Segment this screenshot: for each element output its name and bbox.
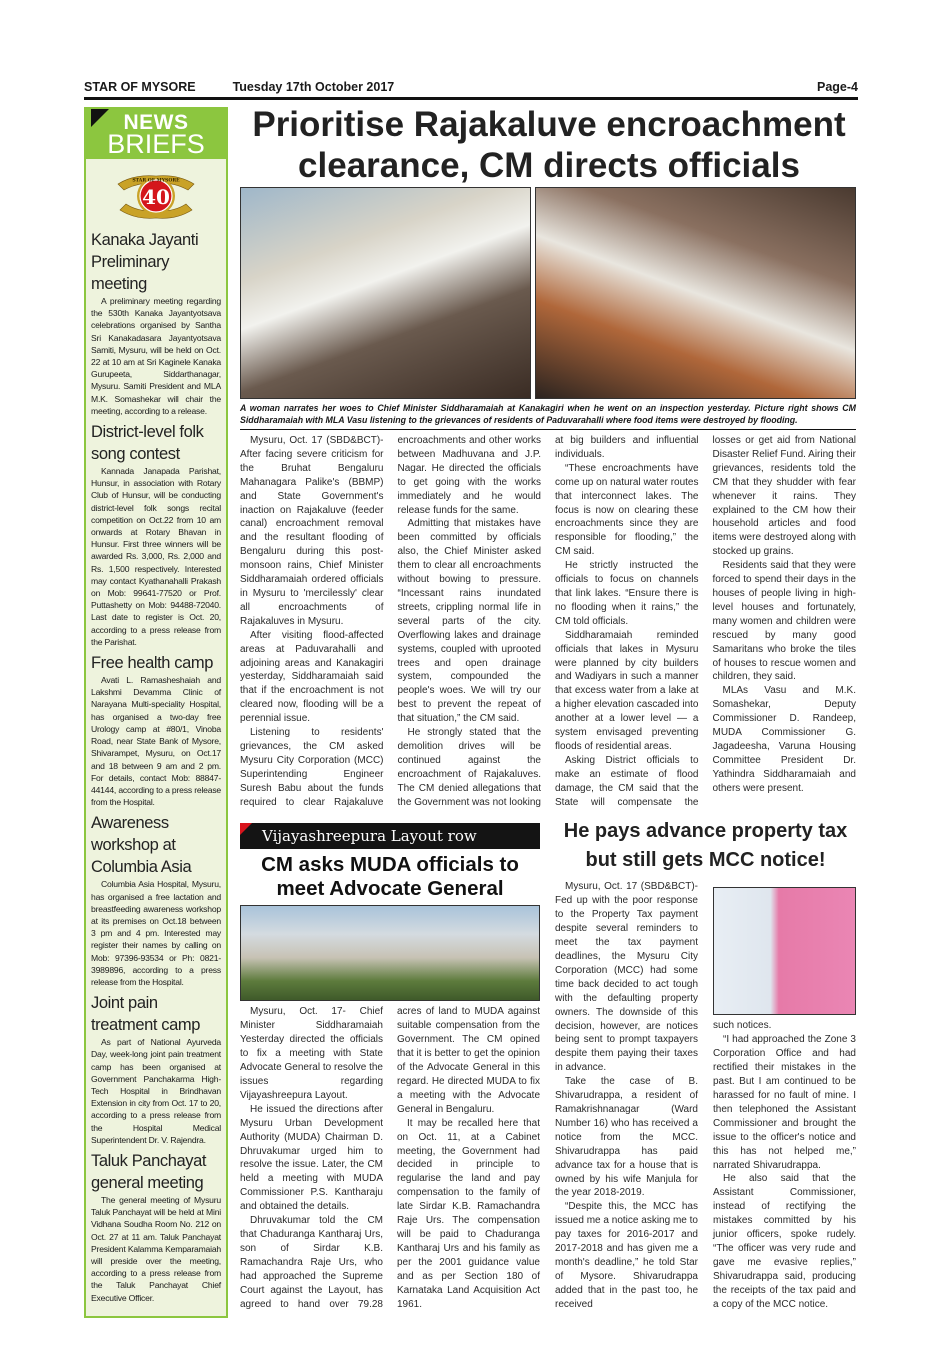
page-grid — [84, 107, 858, 1318]
article-paragraph: Mysuru, Oct. 17 (SBD&BCT)- After facing severe criticism for the Bruhat Bengaluru Mahanagara Palike's (BBMP) and State Government's inaction on Rajakaluve (feeder canal) encroachment removal and the resultant flooding of Bengaluru during this post-monsoon rains, Chief Minister Siddharamaiah ordered officials in Mysuru to 'mercilessly' clear all encroachments of Rajakaluves in Mysuru. — [240, 435, 384, 627]
mcc-headline: He pays advance property tax but still gets MCC notice! — [563, 820, 848, 872]
brief-heading: District-level folk song contest — [91, 423, 204, 464]
brief-body: Kannada Janapada Parishat, Hunsur, in association with Rotary Club of Hunsur, will be conducting district-level folk songs recital competition on Oct.22 from 10 am onwards at Rotary Bhavan in Hunsur. First three winners will be awarded Rs. 3,000, Rs. 2,000 and Rs. 1,500 respectively. Interested may contact Kyathanahalli Prakash on Mob: 99641-77520 or Prof. Puttashetty on Mob: 94488-72040. Last date to register is Oct. 20, according to a press release from the Parishat. — [91, 466, 221, 647]
svg-text:40: 40 — [142, 185, 170, 209]
muda-article-body — [240, 1005, 540, 1311]
brief-heading: Kanaka Jayanti Preliminary meeting — [91, 231, 199, 293]
mcc-article-column-2 — [713, 1019, 856, 1311]
mcc-article — [555, 817, 856, 1311]
article-paragraph: Asking District officials to make an estimate of flood damage, the CM said that the State will compensate the losses or get aid from National Disaster Relief Fund. Airing their grievances, residents told the CM that they shudder with fear whenever it rains. They explained to the CM how their household articles and food items were destroyed along with stocked up grains. — [555, 435, 856, 808]
article-paragraph: Siddharamaiah reminded officials that lakes in Mysuru were planned by city builders and Wadiyars in such a manner that excess water from a lake at a higher elevation cascaded into another at a lower level — a system envisaged preventing floods of residential areas. — [555, 629, 699, 752]
news-briefs-sidebar — [84, 107, 228, 1318]
brief-body: As part of National Ayurveda Day, week-long joint pain treatment camp has been organised at Government Panchakarma High-Tech Hospital in Brindhavan Extension in city from Oct. 17 to 20, according to a press release from the Hospital Medical Superintendent Dr. V. Rajendra. — [91, 1037, 221, 1145]
issue-date: Tuesday 17th October 2017 — [232, 80, 395, 94]
brief-body: Columbia Asia Hospital, Mysuru, has organised a free lactation and breastfeeding awareness workshop at its premises on Oct.18 between 3 pm and 4 pm. Interested may register their names by calling on Mob: 97396-93534 or Ph: 0821-3989896, according to a press release from the Hospital. — [91, 879, 221, 987]
main-headline: Prioritise Rajakaluve encroachment clearance, CM directs officials — [252, 105, 846, 185]
article-paragraph: “These encroachments have come up on natural water routes that interconnect lakes. The focus is now on clearing these encroachments since they are responsible for flooding,” the CM said. — [555, 462, 699, 558]
article-paragraph: Mysuru, Oct. 17- Chief Minister Siddharamaiah Yesterday directed the officials to fix a meeting with State Advocate General to resolve the issues regarding Vijayashreepura Layout. — [240, 1006, 383, 1101]
brief-item — [91, 421, 221, 648]
paper-name: STAR OF MYSORE — [84, 80, 196, 94]
article-paragraph: Residents said that they were forced to spend their days in the houses of people living in high-level houses and fortunately, many women and children were rescued by many good Samaritans who broke the tiles of houses to rescue women and children, they said. — [712, 560, 856, 683]
title-briefs: BRIEFS — [107, 129, 205, 159]
brief-item — [91, 1150, 221, 1304]
header-rule — [84, 97, 858, 100]
photo-caption: A woman narrates her woes to Chief Minister Siddharamaiah at Kanakagiri when he went on an inspection yesterday. Picture right shows CM Siddharamaiah with MLA Vasu listening to the grievances of residents of Paduvarahalli where food items were destroyed by flooding. — [240, 402, 856, 430]
photo-cm-paduvarahalli — [535, 187, 856, 399]
main-area — [240, 107, 858, 1318]
mcc-right-column — [713, 880, 856, 1311]
brief-body: A preliminary meeting regarding the 530th Kanaka Jayantyotsava celebrations organised by Santha Sri Kanakadasara Jayantyotsava Samiti, Mysuru, will be held on Oct. 22 at 10 am at Sri Kaginele Kanaka Gurupeeta, Siddarthanagar, Mysuru. Samiti President and MLA M.K. Somashekar will chair the meeting, according to a release. — [91, 296, 221, 416]
page-number: Page-4 — [817, 80, 858, 94]
photo-cm-kanakagiri — [240, 187, 531, 399]
brief-item — [91, 992, 221, 1146]
photo-row — [240, 187, 858, 399]
article-paragraph: After visiting flood-affected areas at Paduvarahalli and adjoining areas and Kanakagiri yesterday, Siddharamaiah said that if the encroachment is not cleared now, flooding will be a perennial issue. — [240, 629, 384, 725]
section-kicker-wrap — [240, 823, 540, 849]
anniversary-logo — [114, 164, 198, 224]
article-paragraph: He strongly stated that the demolition drives will be continued against the encroachment of Rajakaluves. The CM denied allegations that the Government was not looking at big builders and influential individuals. — [397, 435, 699, 808]
brief-item — [91, 229, 221, 417]
masthead — [84, 80, 858, 95]
section-kicker: Vijayashreepura Layout row — [240, 823, 540, 849]
brief-body: The general meeting of Mysuru Taluk Panchayat will be held at Mini Vidhana Soudha Room No. 212 on Oct. 27 at 11 am. Taluk Panchayat President Kalamma Kemparamaiah will preside over the meeting, according to a press release from the Taluk Panchayat Chief Executive Officer. — [91, 1194, 221, 1303]
article-paragraph: He issued the directions after Mysuru Urban Development Authority (MUDA) Chairman D. Dhruvakumar urged him to resolve the issue. Later, the CM held a meeting with MUDA Commissioner P.S. Kantharaju and obtained the details. — [240, 1103, 383, 1213]
muda-headline: CM asks MUDA officials to meet Advocate General — [261, 853, 519, 901]
briefs-list — [86, 224, 226, 1304]
brief-heading: Free health camp — [91, 654, 213, 673]
article-paragraph: “Despite this, the MCC has issued me a notice asking me to pay taxes for 2016-2017 and 2017-2018 and has given me a month's deadline,” he told Star of Mysore. Shivarudrappa added that in the past too, he received — [555, 1201, 698, 1310]
brief-item — [91, 812, 221, 988]
kicker-red-triangle — [240, 823, 252, 835]
lower-articles — [240, 817, 856, 1311]
article-paragraph: Listening to residents' grievances, the CM asked Mysuru City Corporation (MCC) Superintending Engineer Suresh Babu about the funds required to clear Rajakaluve encroachments and other works between Madhuvana and J.P. Nagar. He directed the officials to get going with the works immediately and he would release funds for the same. — [240, 435, 541, 808]
brief-item — [91, 652, 221, 808]
mcc-article-column-1 — [555, 880, 698, 1311]
photo-layout-aerial — [240, 905, 540, 1001]
svg-text:STAR OF MYSORE: STAR OF MYSORE — [132, 178, 180, 184]
mcc-article-columns — [555, 880, 856, 1311]
article-paragraph: He strictly instructed the officials to focus on channels that link lakes. “Ensure there is no flooding when it rains,” the CM told officials. — [555, 560, 699, 627]
article-paragraph: “I had approached the Zone 3 Corporation Office and had rectified their mistakes in the past. But I am continued to be harassed for no fault of mine. I then telephoned the Assistant Commissioner and brought the issue to the officer's notice and this has not helped me,” narrated Shivarudrappa. — [713, 1034, 856, 1171]
article-paragraph: Mysuru, Oct. 17 (SBD&BCT)- Fed up with the poor response to the Property Tax payment despite several reminders to meet the tax payment deadlines, the Mysuru City Corporation (MCC) had some time back decided to act tough with the defaulting property owners. The downside of this decision, however, are notices being sent to prompt taxpayers despite them paying their taxes in advance. — [555, 881, 698, 1074]
main-article-body — [240, 434, 856, 809]
corner-triangle — [91, 109, 109, 127]
article-paragraph: Take the case of B. Shivarudrappa, a resident of Ramakrishnanagar (Ward Number 16) who has received a notice from the MCC. Shivarudrappa has paid advance tax for a house that is owned by his wife Manjula for the year 2018-2019. — [555, 1076, 698, 1199]
title-news: NEWS — [123, 111, 189, 134]
article-paragraph: It may be recalled here that on Oct. 11, at a Cabinet meeting, the Government had decided in principle to regularise the land and pay compensation to the family of late Sirdar K.B. Ramachandra Raje Urs. The compensation will be paid to Chaduranga Kantharaj Urs and his family as per the 2001 guidance value and as per Section 180 of Karnataka Land Acquisition Act 1961. — [397, 1117, 540, 1310]
brief-heading: Taluk Panchayat general meeting — [91, 1151, 207, 1192]
article-paragraph: Dhruvakumar told the CM that Chaduranga Kantharaj Urs, son of Sirdar K.B. Ramachandra Raje Urs, who had approached the Supreme Court against the Layout, has agreed to hand over 79.28 acres of land to MUDA against suitable compensation from the Government. The CM opined that it is better to get the opinion of the Advocate General in this regard. He directed MUDA to fix a meeting with the Advocate General in Bengaluru. — [240, 1006, 540, 1310]
brief-body: Avati L. Ramasheshaiah and Lakshmi Devamma Clinic of Narayana Multi-speciality Hospital, has organised a two-day free Urology camp at #80/1, Vinoba Road, near State Bank of Mysore, Shivarampet, Mysuru, on Oct.17 and 18 between 9 am and 2 pm. For details, contact Mob: 88847-44144, according to a press release from the Hospital. — [91, 675, 221, 808]
article-paragraph: such notices. — [713, 1020, 772, 1032]
article-paragraph: MLAs Vasu and M.K. Somashekar, Deputy Commissioner D. Randeep, MUDA Commissioner G. Jagadeesha, Varuna Housing Committee President Dr. Yathindra Siddharamaiah and others were present. — [712, 685, 856, 794]
muda-article — [240, 817, 540, 1311]
article-paragraph: Admitting that mistakes have been committed by officials also, the Chief Minister asked them to clear all encroachments without bowing to pressure. “Incessant rains inundated streets, crippling normal life in several parts of the city. Overflowing lakes and drainage systems, coupled with uprooted trees and open drainage system, compounded the people's woes. We will try our best to prevent the repeat of that situation,” the CM said. — [397, 518, 541, 725]
photo-tax-receipt-and-notice — [713, 887, 856, 1015]
article-paragraph: He also said that the Assistant Commissioner, instead of rectifying the mistakes committed by his junior officers, spoke rudely. “The officer was very rude and gave me evasive replies,” Shivarudrappa said, producing the receipts of the tax paid and a copy of the MCC notice. — [713, 1173, 856, 1310]
brief-heading: Joint pain treatment camp — [91, 994, 201, 1035]
brief-heading: Awareness workshop at Columbia Asia — [91, 814, 192, 877]
